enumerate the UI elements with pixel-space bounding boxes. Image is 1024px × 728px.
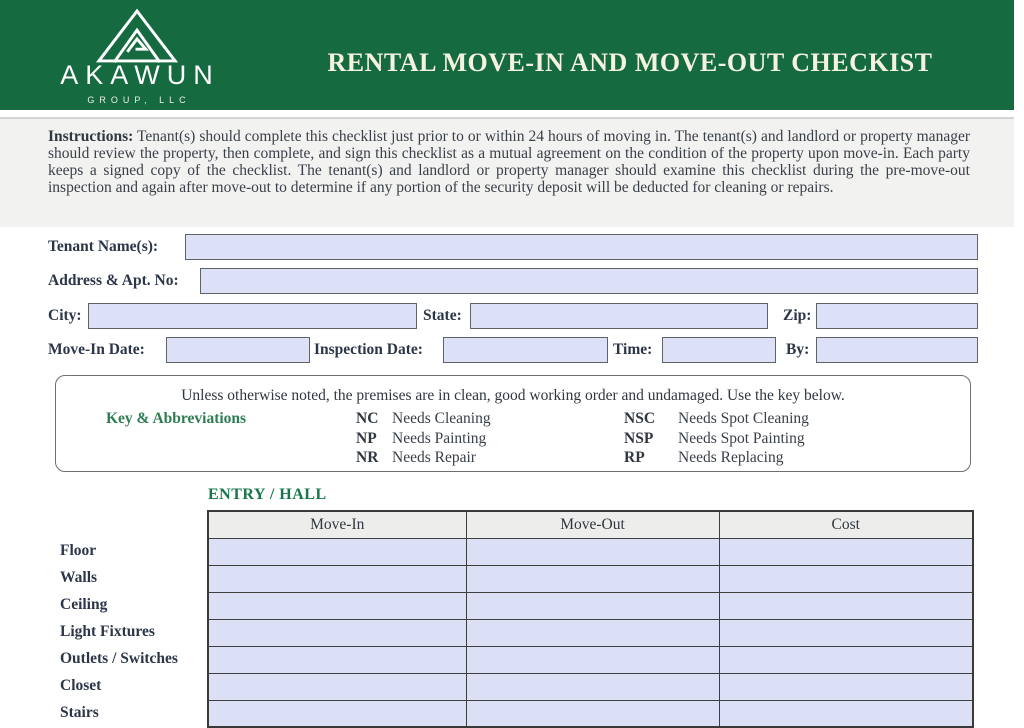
row-label-stairs: Stairs [60,704,99,721]
outlets-switches-cost-cell[interactable] [720,647,973,673]
row-label-outlets-switches: Outlets / Switches [60,650,178,667]
closet-cost-cell[interactable] [720,674,973,700]
floor-move-in-cell[interactable] [209,539,466,565]
table-row [208,619,973,646]
key-abbreviations-box [55,375,971,472]
header-banner [0,0,1014,110]
time-label: Time: [613,341,653,358]
col-header-cost: Cost [719,511,973,538]
tenant-name-input[interactable] [185,234,978,260]
state-input[interactable] [470,303,768,329]
walls-move-out-cell[interactable] [467,566,719,592]
inspection-date-label: Inspection Date: [314,341,423,358]
brand-name: AKAWUN [60,60,220,90]
by-input[interactable] [816,337,978,363]
table-row [208,700,973,727]
row-label-floor: Floor [60,542,97,559]
key-item: NSC Needs Spot Cleaning [624,410,809,427]
by-label: By: [786,341,810,358]
table-row [208,565,973,592]
ceiling-move-in-cell[interactable] [209,593,466,619]
section-title-entry-hall: ENTRY / HALL [208,486,327,503]
stairs-cost-cell[interactable] [720,701,973,727]
mountain-icon [93,8,181,64]
stairs-move-out-cell[interactable] [467,701,719,727]
tenant-name-label: Tenant Name(s): [48,238,159,255]
row-label-walls: Walls [60,569,98,586]
key-item: NR Needs Repair [356,449,476,466]
outlets-switches-move-out-cell[interactable] [467,647,719,673]
row-label-closet: Closet [60,677,102,694]
key-item: NC Needs Cleaning [356,410,491,427]
entry-hall-table [207,510,974,728]
state-label: State: [423,307,462,324]
table-row [208,592,973,619]
zip-input[interactable] [816,303,978,329]
time-input[interactable] [662,337,776,363]
brand-subtitle: GROUP, LLC [87,95,191,105]
instructions-panel [0,117,1014,227]
table-row [208,646,973,673]
key-item: RP Needs Replacing [624,449,784,466]
closet-move-in-cell[interactable] [209,674,466,700]
key-item: NP Needs Painting [356,429,487,447]
ceiling-cost-cell[interactable] [720,593,973,619]
floor-cost-cell[interactable] [720,539,973,565]
light-fixtures-move-in-cell[interactable] [209,620,466,646]
light-fixtures-cost-cell[interactable] [720,620,973,646]
col-header-move-out: Move-Out [466,511,719,538]
row-label-light-fixtures: Light Fixtures [60,623,155,640]
table-row [208,673,973,700]
ceiling-move-out-cell[interactable] [467,593,719,619]
key-column-1 [356,409,491,468]
key-column-2 [624,409,809,468]
address-label: Address & Apt. No: [48,272,179,289]
move-in-date-input[interactable] [166,337,310,363]
instructions-label: Instructions: [48,128,134,145]
table-header-row [208,511,973,538]
walls-move-in-cell[interactable] [209,566,466,592]
key-note: Unless otherwise noted, the premises are in clean, good working order and undamaged. Use the key below. [181,387,845,404]
outlets-switches-move-in-cell[interactable] [209,647,466,673]
zip-label: Zip: [783,307,812,324]
key-title: Key & Abbreviations [106,410,247,427]
instructions-text [48,128,970,196]
address-input[interactable] [200,268,978,294]
col-header-move-in: Move-In [208,511,466,538]
key-item: NSP Needs Spot Painting [624,429,805,447]
brand-logo [52,4,222,106]
page-title: RENTAL MOVE-IN AND MOVE-OUT CHECKIST [327,48,933,77]
table-row [208,538,973,565]
city-input[interactable] [88,303,417,329]
city-label: City: [48,307,82,324]
walls-cost-cell[interactable] [720,566,973,592]
floor-move-out-cell[interactable] [467,539,719,565]
closet-move-out-cell[interactable] [467,674,719,700]
stairs-move-in-cell[interactable] [209,701,466,727]
instructions-body: Tenant(s) should complete this checklist just prior to or within 24 hours of moving in. The tenant(s) and landlord or property manager should review the property, then complete, and sign this checklist as a mutual agreement on the condition of the property upon move-in. Each party keeps a signed copy of the checklist. The tenant(s) and landlord or property manager should examine this checklist during the pre-move-out inspection and again after move-out to determine if any portion of the security deposit will be deducted for cleaning or repairs. [48,128,970,196]
light-fixtures-move-out-cell[interactable] [467,620,719,646]
row-label-ceiling: Ceiling [60,596,108,613]
inspection-date-input[interactable] [443,337,608,363]
move-in-date-label: Move-In Date: [48,341,145,358]
